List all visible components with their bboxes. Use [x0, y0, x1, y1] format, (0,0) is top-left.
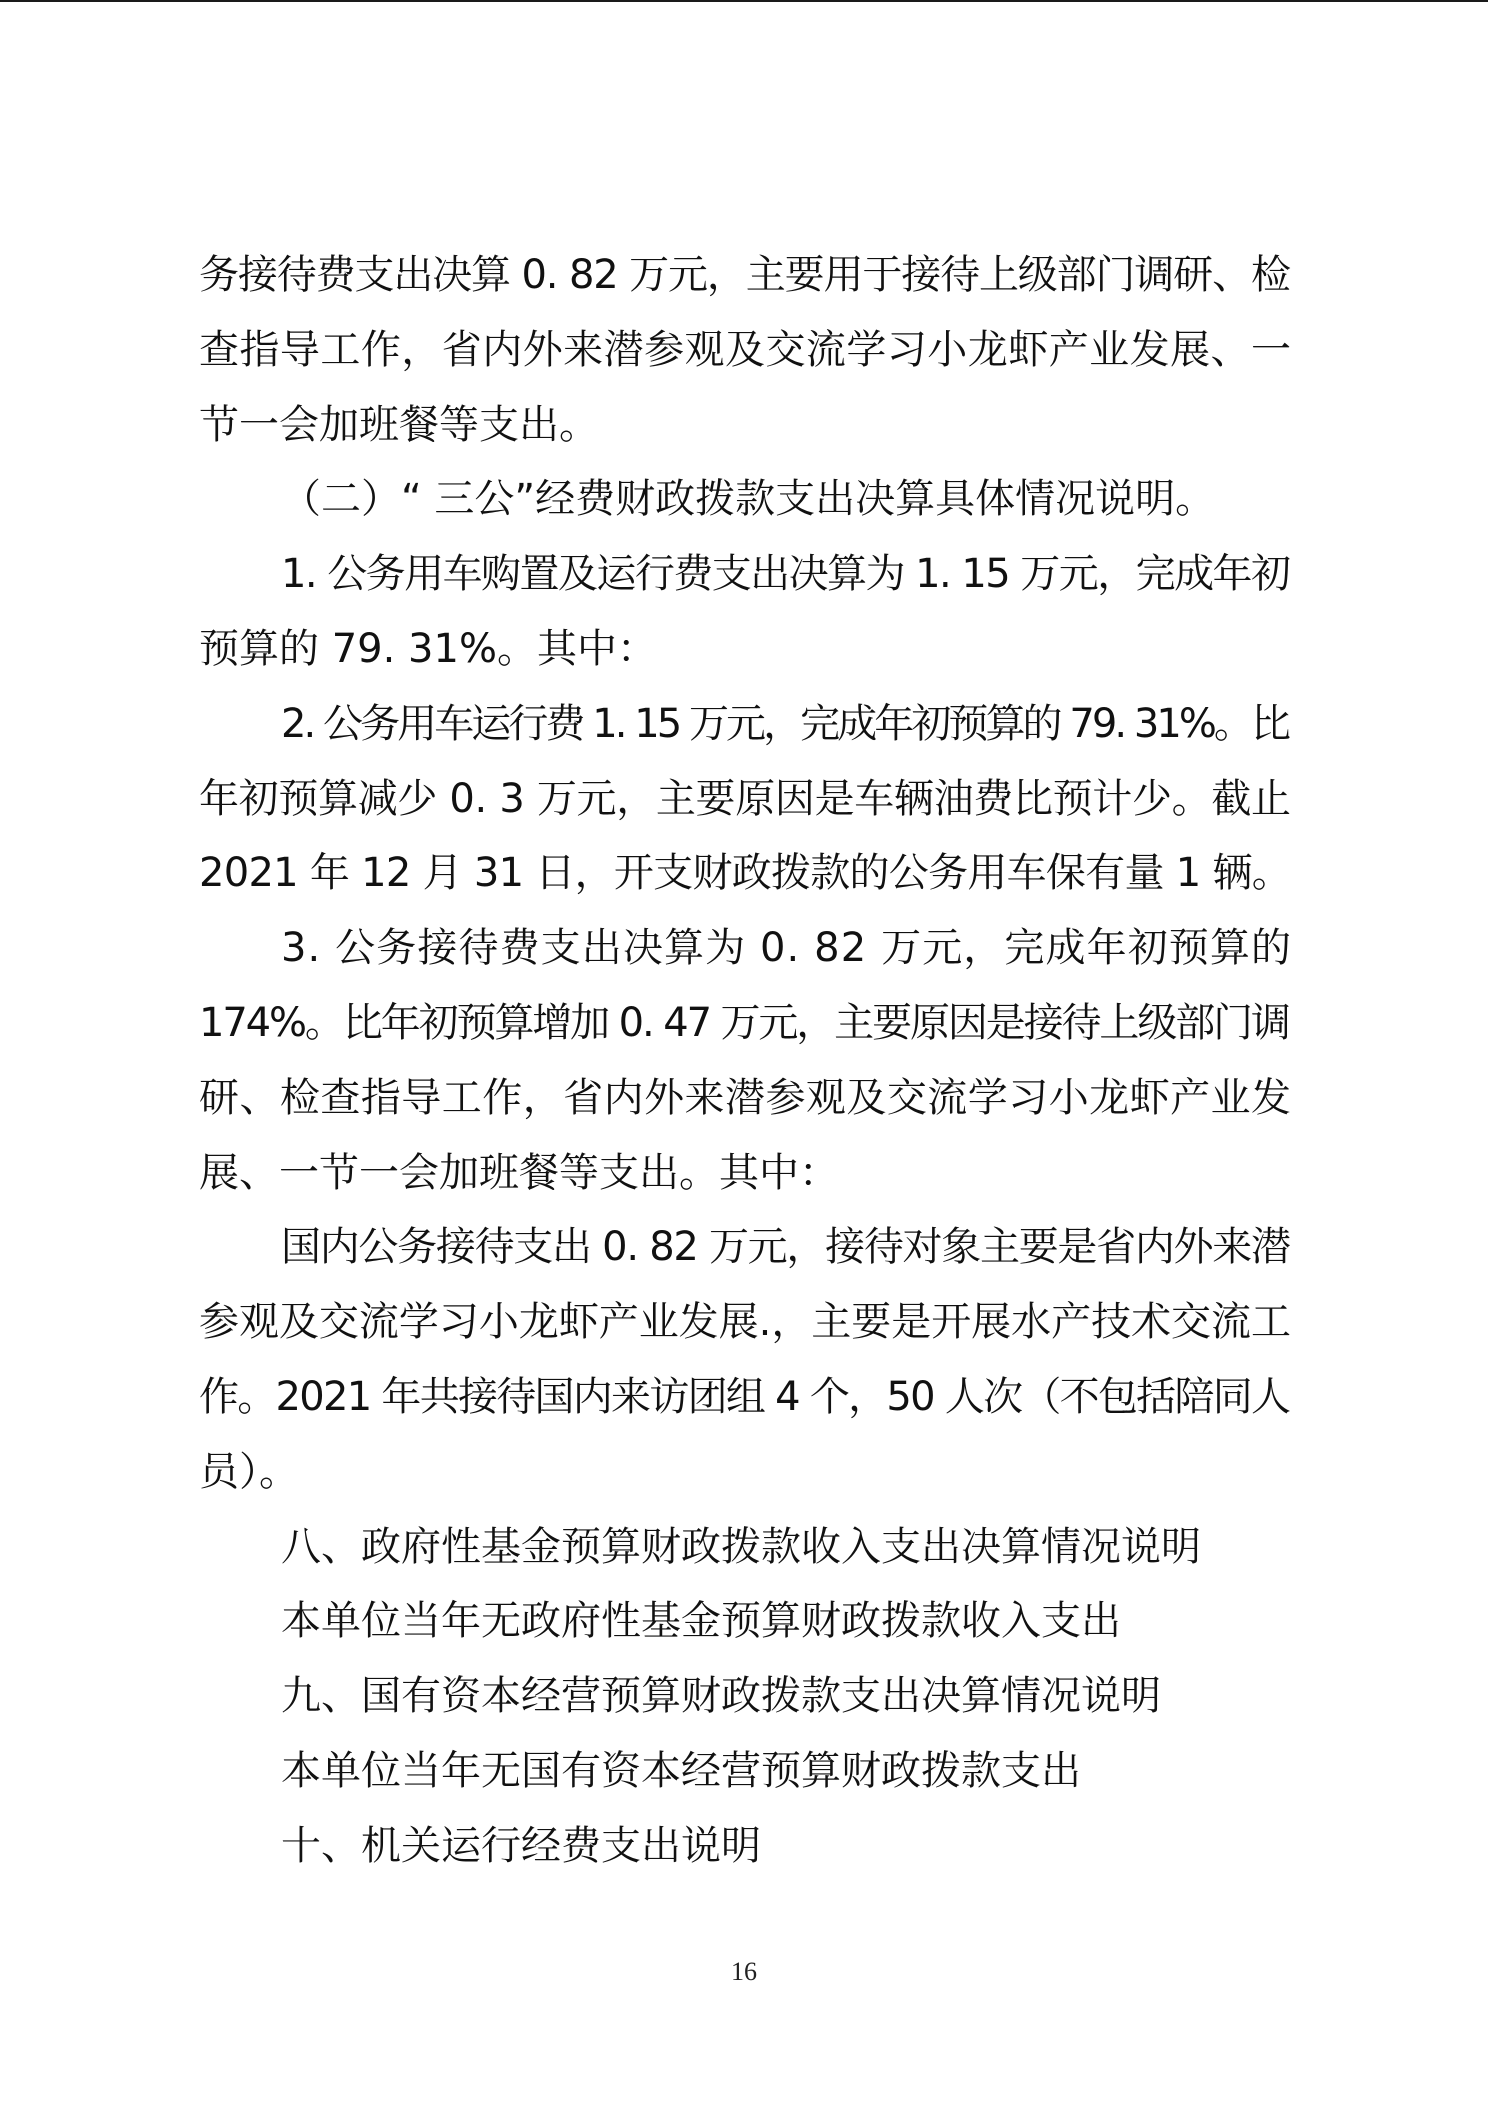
text-line	[199, 238, 1291, 313]
line-text: 本单位当年无国有资本经营预算财政拨款支出	[281, 1747, 1081, 1794]
line-text: 174%。比年初预算增加 0. 47 万元，主要原因是接待上级部门调	[199, 999, 1289, 1046]
line-text: 年初预算减少 0. 3 万元，主要原因是车辆油费比预计少。截止	[199, 775, 1291, 822]
section-heading-line	[199, 1659, 1291, 1734]
text-line	[199, 1136, 1291, 1211]
top-border-line	[0, 0, 1488, 2]
line-text: 员）。	[199, 1448, 299, 1495]
text-line	[199, 1734, 1291, 1809]
text-line	[199, 1435, 1291, 1510]
text-line	[199, 1584, 1291, 1659]
text-line	[199, 762, 1291, 837]
line-text: 国内公务接待支出 0. 82 万元，接待对象主要是省内外来潜	[281, 1224, 1290, 1271]
line-text: 本单位当年无政府性基金预算财政拨款收入支出	[281, 1598, 1121, 1645]
text-line	[199, 1360, 1291, 1435]
text-line	[199, 313, 1291, 388]
section-heading-line	[199, 462, 1291, 537]
line-text: 2. 公务用车运行费 1. 15 万元，完成年初预算的 79. 31%。比	[281, 700, 1289, 747]
text-line	[199, 1210, 1291, 1285]
text-line	[199, 612, 1291, 687]
text-line	[199, 836, 1291, 911]
text-line	[199, 911, 1291, 986]
text-line	[199, 1061, 1291, 1136]
section-heading-line	[199, 1809, 1291, 1884]
page-number: 16	[731, 1957, 757, 1986]
line-text: 3. 公务接待费支出决算为 0. 82 万元，完成年初预算的	[281, 925, 1293, 972]
text-line	[199, 986, 1291, 1061]
text-line	[199, 687, 1291, 762]
text-line	[199, 1285, 1291, 1360]
line-text: 研、检查指导工作，省内外来潜参观及交流学习小龙虾产业发	[199, 1074, 1292, 1121]
line-text: 八、政府性基金预算财政拨款收入支出决算情况说明	[281, 1523, 1201, 1570]
line-text: 十、机关运行经费支出说明	[281, 1822, 761, 1869]
section-heading-line	[199, 1510, 1291, 1585]
line-text: 九、国有资本经营预算财政拨款支出决算情况说明	[281, 1673, 1161, 1720]
line-text: 节一会加班餐等支出。	[199, 401, 599, 448]
line-text: 查指导工作，省内外来潜参观及交流学习小龙虾产业发展、一	[199, 326, 1292, 373]
line-text: 展、一节一会加班餐等支出。其中：	[199, 1149, 839, 1196]
line-text: 1. 公务用车购置及运行费支出决算为 1. 15 万元，完成年初	[281, 551, 1290, 598]
text-line	[199, 388, 1291, 463]
line-text: 作。2021 年共接待国内来访团组 4 个，50 人次（不包括陪同人	[199, 1373, 1290, 1420]
line-text: 务接待费支出决算 0. 82 万元，主要用于接待上级部门调研、检	[199, 252, 1290, 298]
line-text: 参观及交流学习小龙虾产业发展.，主要是开展水产技术交流工	[199, 1299, 1291, 1346]
line-text: 预算的 79. 31%。其中：	[199, 625, 657, 672]
text-line	[199, 537, 1291, 612]
line-text: （二）“ 三公”经费财政拨款支出决算具体情况说明。	[281, 476, 1216, 523]
line-text: 2021 年 12 月 31 日，开支财政拨款的公务用车保有量 1 辆。	[199, 850, 1291, 897]
document-body	[199, 238, 1291, 1884]
